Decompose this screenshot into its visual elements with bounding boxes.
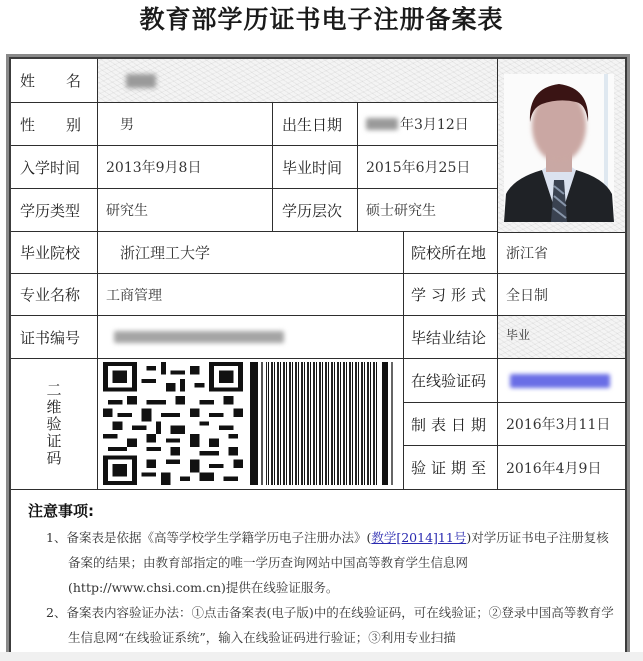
school-value: 浙江理工大学 (98, 232, 404, 274)
name-value (98, 59, 498, 103)
valid-until-value: 2016年4月9日 (498, 446, 625, 490)
major-label: 专业名称 (11, 274, 98, 316)
valid-until-label: 验证期至 (404, 446, 498, 490)
qr-label-cell (11, 359, 98, 490)
issue-date-label: 制表日期 (404, 403, 498, 446)
document-title: 教育部学历证书电子注册备案表 (139, 5, 504, 34)
gender-value: 男 (98, 103, 273, 146)
name-label-text: 姓 名 (20, 72, 90, 90)
note-1-number: 1、 (46, 530, 67, 545)
conclusion-value: 毕业 (498, 316, 625, 359)
gender-label (11, 103, 98, 146)
birth-date-suffix: 年3月12日 (400, 117, 469, 133)
page-bottom-edge (0, 652, 643, 661)
person-photo-icon (504, 74, 614, 222)
education-type-value: 研究生 (98, 189, 273, 232)
certificate-no-redacted (114, 331, 284, 343)
pdf417-barcode-icon[interactable] (250, 362, 395, 485)
note-1-text-a: 备案表是依据《高等学校学生学籍学历电子注册办法》( (66, 530, 372, 545)
id-photo (504, 74, 614, 222)
birth-year-redacted (366, 118, 398, 130)
study-mode-label: 学习形式 (404, 274, 498, 316)
enroll-date-value: 2013年9月8日 (98, 146, 273, 189)
note-item-1 (14, 525, 619, 600)
major-value: 工商管理 (98, 274, 404, 316)
study-mode-value: 全日制 (498, 274, 625, 316)
graduation-date-value: 2015年6月25日 (358, 146, 498, 189)
issue-date-value: 2016年3月11日 (498, 403, 625, 446)
birth-date-value (358, 103, 498, 146)
notes-section (14, 494, 619, 650)
name-label (11, 59, 98, 103)
online-code-value[interactable] (498, 359, 625, 403)
school-location-label: 院校所在地 (404, 232, 498, 274)
school-location-value: 浙江省 (498, 232, 625, 274)
note-2-number: 2、 (46, 605, 67, 620)
birth-date-label: 出生日期 (273, 103, 358, 146)
online-code-label: 在线验证码 (404, 359, 498, 403)
certificate-no-label: 证书编号 (11, 316, 98, 359)
enroll-date-label: 入学时间 (11, 146, 98, 189)
conclusion-label: 毕结业结论 (404, 316, 498, 359)
qr-label: 二维验证码 (44, 381, 63, 467)
education-level-value: 硕士研究生 (358, 189, 498, 232)
gender-label-text: 性 别 (20, 115, 90, 134)
name-redacted (126, 74, 156, 88)
notes-title: 注意事项: (28, 502, 94, 520)
school-label: 毕业院校 (11, 232, 98, 274)
note-1-text-b: )对学历证书电子注册复核备案的结果；由教育部指定的唯一学历查询网站中国高等教育学生信息网(http://www.chsi.com.cn)提供在线验证服务。 (68, 530, 609, 595)
note-item-2 (14, 600, 619, 650)
qr-code-icon[interactable] (103, 362, 243, 485)
graduation-date-label: 毕业时间 (273, 146, 358, 189)
online-code-redacted-link[interactable] (510, 374, 610, 388)
certificate-no-value (98, 316, 404, 359)
note-2-text: 备案表内容验证办法：①点击备案表(电子版)中的在线验证码，可在线验证；②登录中国高等教育学生信息网“在线验证系统”，输入在线验证码进行验证；③利用专业扫描 (66, 605, 614, 645)
education-level-label: 学历层次 (273, 189, 358, 232)
education-type-label: 学历类型 (11, 189, 98, 232)
regulation-link[interactable]: 教学[2014]11号 (371, 530, 467, 545)
